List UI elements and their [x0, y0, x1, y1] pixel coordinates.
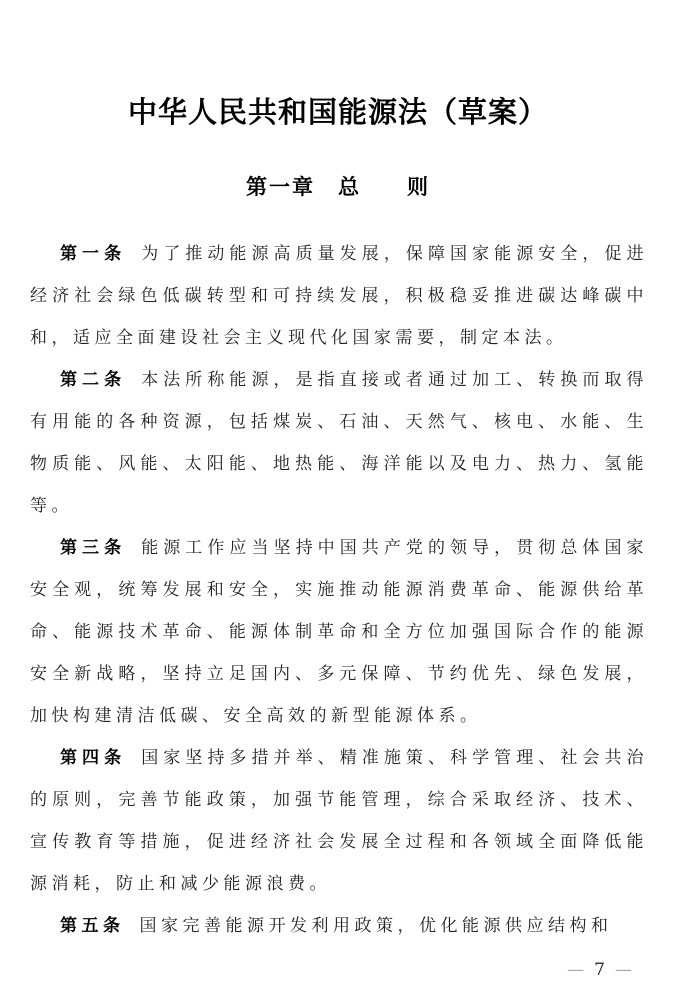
- chapter-heading: 第一章 总 则: [246, 174, 430, 199]
- page-number-dash-right: —: [615, 960, 634, 980]
- page-number: [559, 960, 642, 980]
- article-paragraph-4: [30, 737, 648, 905]
- article-paragraph-3: [30, 527, 648, 737]
- article-1-label: 第一条: [60, 244, 127, 264]
- document-title: 中华人民共和国能源法（草案）: [127, 95, 548, 129]
- article-2-label: 第二条: [60, 370, 127, 390]
- page-number-dash-left: —: [567, 960, 587, 980]
- document-body: [30, 233, 648, 947]
- article-paragraph-2: [30, 359, 648, 527]
- page-number-value: 7: [594, 960, 607, 980]
- article-5-label: 第五条: [60, 916, 125, 936]
- article-3-label: 第三条: [60, 538, 127, 558]
- article-3-text: 能源工作应当坚持中国共产党的领导，贯彻总体国家安全观，统筹发展和安全，实施推动能源消费革命、能源供给革命、能源技术革命、能源体制革命和全方位加强国际合作的能源安全新战略，坚持立足国内、多元保障、节约优先、绿色发展，加快构建清洁低碳、安全高效的新型能源体系。: [30, 538, 649, 726]
- article-4-label: 第四条: [60, 748, 127, 768]
- article-2-text: 本法所称能源，是指直接或者通过加工、转换而取得有用能的各种资源，包括煤炭、石油、天然气、核电、水能、生物质能、风能、太阳能、地热能、海洋能以及电力、热力、氢能等。: [30, 370, 649, 516]
- article-5-text: 国家完善能源开发利用政策，优化能源供应结构和: [139, 916, 613, 936]
- article-paragraph-1: [30, 233, 648, 359]
- article-1-text: 为了推动能源高质量发展，保障国家能源安全，促进经济社会绿色低碳转型和可持续发展，积极稳妥推进碳达峰碳中和，适应全面建设社会主义现代化国家需要，制定本法。: [30, 244, 649, 348]
- article-paragraph-5: [30, 905, 648, 947]
- article-4-text: 国家坚持多措并举、精准施策、科学管理、社会共治的原则，完善节能政策，加强节能管理，综合采取经济、技术、宣传教育等措施，促进经济社会发展全过程和各领域全面降低能源消耗，防止和减少能源浪费。: [30, 748, 649, 894]
